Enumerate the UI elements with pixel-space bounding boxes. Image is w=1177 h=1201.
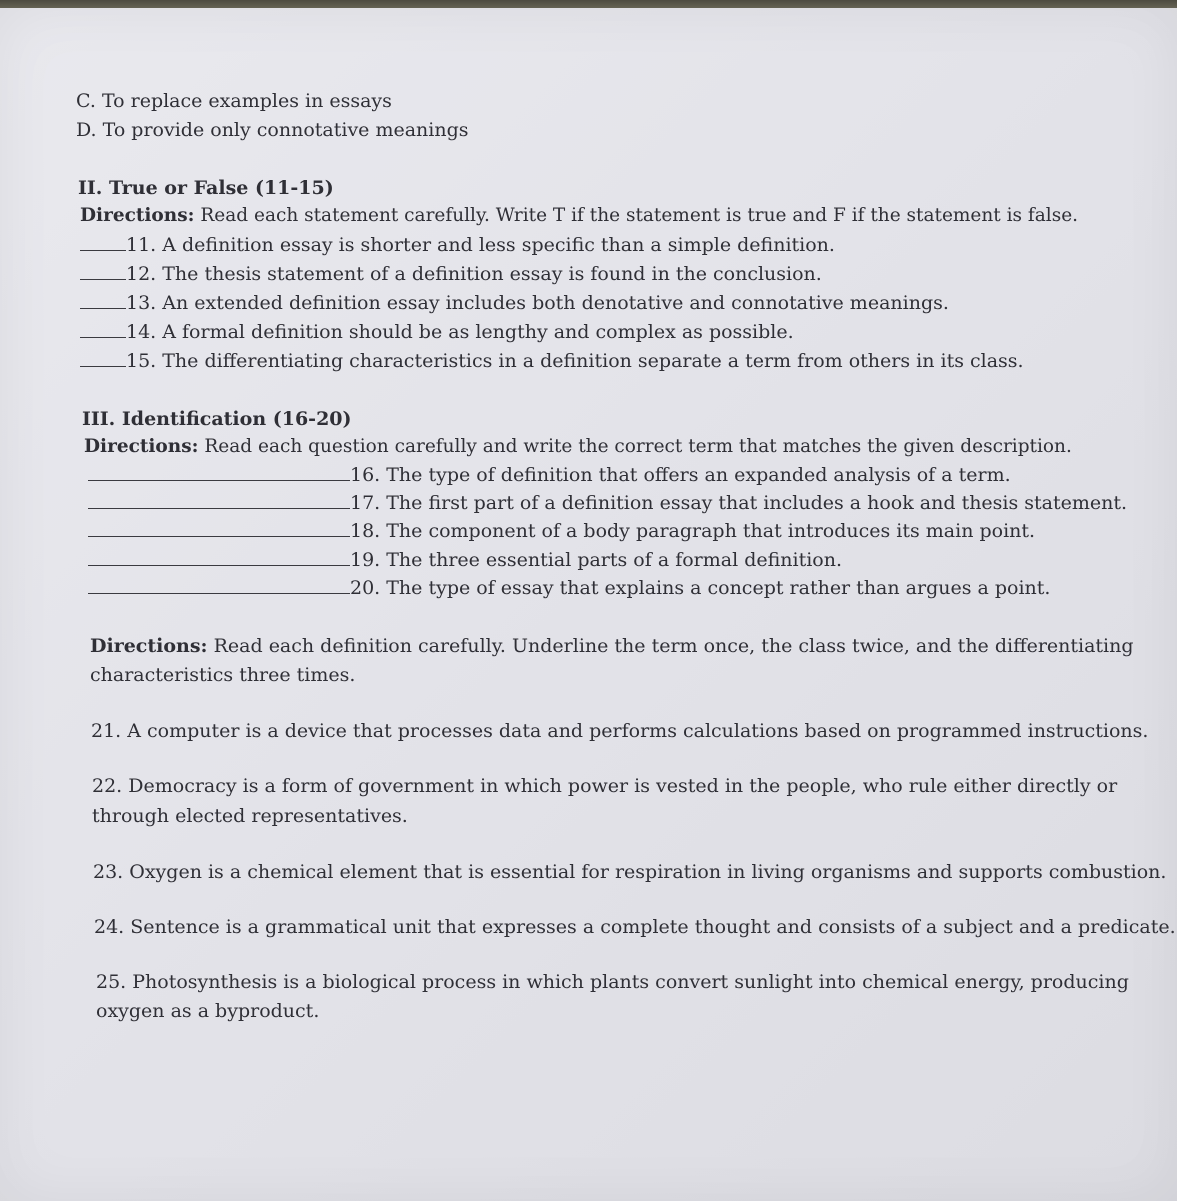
definition-22-continued: through elected representatives. [92, 805, 408, 827]
question-13 [80, 291, 949, 315]
definition-23: 23. Oxygen is a chemical element that is essential for respiration in living organisms and supports combustion. [93, 861, 1167, 883]
definition-25-continued: oxygen as a byproduct. [96, 1000, 320, 1022]
answer-blank[interactable] [80, 292, 126, 309]
answer-blank[interactable] [80, 263, 126, 280]
question-11 [80, 233, 835, 257]
directions-underline-continued: characteristics three times. [90, 664, 356, 686]
directions-text: Read each statement carefully. Write T if the statement is true and F if the statement is false. [200, 205, 1079, 226]
answer-blank[interactable] [88, 492, 350, 509]
question-text: 19. The three essential parts of a formal definition. [350, 549, 843, 571]
answer-blank[interactable] [88, 464, 350, 481]
directions-label: Directions: [84, 436, 199, 457]
directions-identification [84, 435, 1072, 459]
question-19 [88, 548, 842, 572]
question-15 [80, 349, 1024, 373]
answer-blank[interactable] [88, 577, 350, 594]
question-text: 12. The thesis statement of a definition essay is found in the conclusion. [126, 263, 822, 285]
answer-blank[interactable] [88, 549, 350, 566]
answer-blank[interactable] [80, 321, 126, 338]
answer-blank[interactable] [80, 234, 126, 251]
option-c: C. To replace examples in essays [76, 90, 392, 112]
question-text: 11. A definition essay is shorter and less specific than a simple definition. [126, 234, 835, 256]
definition-25: 25. Photosynthesis is a biological process in which plants convert sunlight into chemical energy, producing [96, 971, 1129, 993]
question-20 [88, 576, 1050, 600]
section-heading-true-false: II. True or False (11-15) [78, 177, 334, 199]
definition-24: 24. Sentence is a grammatical unit that expresses a complete thought and consists of a subject and a predicate. [94, 916, 1176, 938]
question-text: 13. An extended definition essay includes both denotative and connotative meanings. [126, 292, 949, 314]
directions-text: Read each definition carefully. Underline the term once, the class twice, and the differentiating [213, 635, 1134, 657]
section-heading-identification: III. Identification (16-20) [82, 408, 352, 430]
question-text: 17. The first part of a definition essay that includes a hook and thesis statement. [350, 492, 1128, 514]
answer-blank[interactable] [88, 520, 350, 537]
question-text: 15. The differentiating characteristics in a definition separate a term from others in its class. [126, 350, 1024, 372]
directions-underline [90, 634, 1134, 658]
directions-label: Directions: [90, 635, 208, 657]
question-17 [88, 491, 1127, 515]
directions-label: Directions: [80, 205, 195, 226]
directions-text: Read each question carefully and write the correct term that matches the given description. [204, 436, 1072, 457]
question-text: 20. The type of essay that explains a concept rather than argues a point. [350, 577, 1051, 599]
question-16 [88, 463, 1011, 487]
question-14 [80, 320, 794, 344]
question-text: 16. The type of definition that offers an expanded analysis of a term. [350, 464, 1011, 486]
definition-21: 21. A computer is a device that processes data and performs calculations based on programmed instructions. [91, 720, 1149, 742]
question-text: 14. A formal definition should be as lengthy and complex as possible. [126, 321, 794, 343]
question-18 [88, 519, 1035, 543]
answer-blank[interactable] [80, 350, 126, 367]
question-12 [80, 262, 822, 286]
directions-true-false [80, 204, 1078, 228]
definition-22: 22. Democracy is a form of government in which power is vested in the people, who rule either directly or [92, 775, 1118, 797]
question-text: 18. The component of a body paragraph that introduces its main point. [350, 520, 1036, 542]
option-d: D. To provide only connotative meanings [76, 119, 469, 141]
